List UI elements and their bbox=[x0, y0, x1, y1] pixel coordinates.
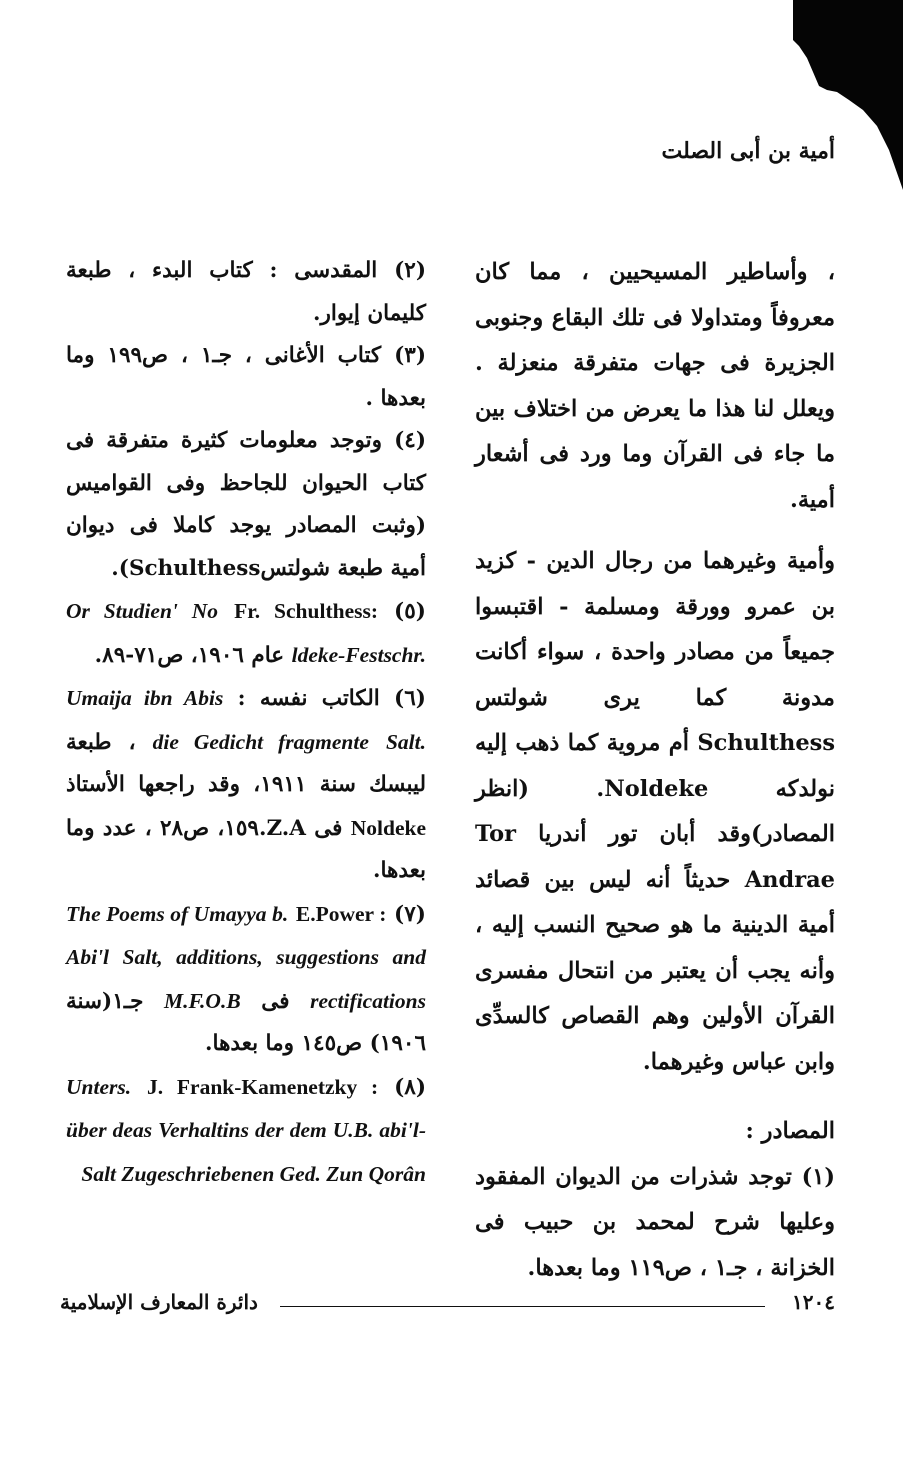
source-5-date: عام ١٩٠٦، ص٧١-٨٩. bbox=[94, 642, 285, 668]
source-6-number: (٦) bbox=[394, 686, 426, 711]
source-7-details: جـ١(سنة ١٩٠٦) ص١٤٥ وما بعدها. bbox=[66, 988, 426, 1056]
left-column bbox=[66, 250, 426, 1196]
footer-publication: دائرة المعارف الإسلامية bbox=[60, 1290, 258, 1314]
source-7 bbox=[66, 893, 426, 1066]
source-7-number: (٧) bbox=[394, 901, 426, 927]
source-1: (١) توجد شذرات من الديوان المفقود وعليها شرح لمحمد بن حبيب فى الخزانة ، جـ١ ، ص١١٩ وما بعدها. bbox=[475, 1163, 835, 1281]
source-3: (٣) كتاب الأغانى ، جـ١ ، ص١٩٩ وما بعدها . bbox=[66, 343, 427, 411]
source-6 bbox=[66, 677, 426, 893]
right-column bbox=[475, 250, 835, 1291]
source-8-author: J. Frank-Kamenetzky : bbox=[147, 1074, 379, 1099]
source-6-title-2: die Gedicht fragmente bbox=[152, 729, 369, 754]
source-6-suffix: وما بعدها. bbox=[66, 815, 426, 883]
source-5 bbox=[66, 590, 426, 677]
source-8-number: (٨) bbox=[394, 1074, 426, 1100]
source-7-author: E.Power : bbox=[295, 901, 387, 926]
paragraph-1: ، وأساطير المسيحيين ، مما كان معروفاً ومتداولا فى تلك البقاع وجنوبى الجزيرة فى جهات متفرقة منعزلة . ويعلل لنا هذا ما يعرض من اختلاف بين ما جاء فى القرآن وما ورد فى أشعار أمية. bbox=[475, 259, 835, 513]
sources-heading: المصادر : bbox=[745, 1118, 835, 1144]
source-6-journal: فى Z.A.١٥٩، ص٢٨ ، عدد bbox=[102, 815, 343, 841]
source-6-author: الكاتب نفسه : bbox=[237, 686, 380, 711]
source-5-title: Or Studien' No ldeke-Festschr. bbox=[66, 599, 426, 667]
source-2: (٢) المقدسى : كتاب البدء ، طبعة كليمان إيوار. bbox=[66, 258, 426, 326]
source-5-author: Fr. Schulthess: bbox=[234, 599, 378, 623]
source-7-journal: M.F.O.B bbox=[163, 988, 241, 1013]
paragraph-2: وأمية وغيرهما من رجال الدين - كزيد بن عمرو وورقة ومسلمة - اقتبسوا جميعاً من مصادر واحدة ، سواء أكانت مدونة كما يرى شولتس Schulthess أم مروية كما ذهب إليه نولدكه Noldeke. (انظر المصادر)وقد أبان تور أندريا Tor Andrae حديثاً أنه ليس بين قصائد أمية الدينية ما هو صحيح النسب إليه ، وأنه يجب أن يعتبر من انتحال مفسرى القرآن الأولين وهم القصاص كالسدِّى وابن عباس وغيرهما. bbox=[475, 548, 835, 1075]
source-5-number: (٥) bbox=[394, 599, 426, 624]
source-4: (٤) وتوجد معلومات كثيرة متفرقة فى كتاب الحيوان للجاحظ وفى القواميس (وثبت المصادر يوجد كاملا فى ديوان أمية طبعة شولتسSchulthess). bbox=[66, 428, 426, 581]
source-6-edition: ، طبعة ليبسك سنة ١٩١١، وقد راجعها الأستاذ bbox=[66, 729, 427, 797]
source-6-title-1: Umaija ibn Abis Salt. bbox=[66, 686, 426, 754]
running-header: أمية بن أبى الصلت bbox=[661, 138, 835, 164]
footer-rule bbox=[280, 1306, 765, 1307]
page-footer bbox=[60, 1290, 835, 1320]
source-7-in: فى bbox=[261, 988, 290, 1014]
source-8 bbox=[66, 1066, 426, 1197]
source-7-title: The Poems of Umayya b. Abi'l Salt, additions, suggestions and rectifications bbox=[66, 901, 426, 1013]
source-6-reviewer: Noldeke bbox=[350, 815, 426, 840]
page-number: ١٢٠٤ bbox=[792, 1290, 835, 1314]
source-8-title: Unters. über deas Verhaltins der dem U.B. abi'l-Salt Zugeschriebenen Ged. Zun Qorân bbox=[66, 1074, 426, 1186]
